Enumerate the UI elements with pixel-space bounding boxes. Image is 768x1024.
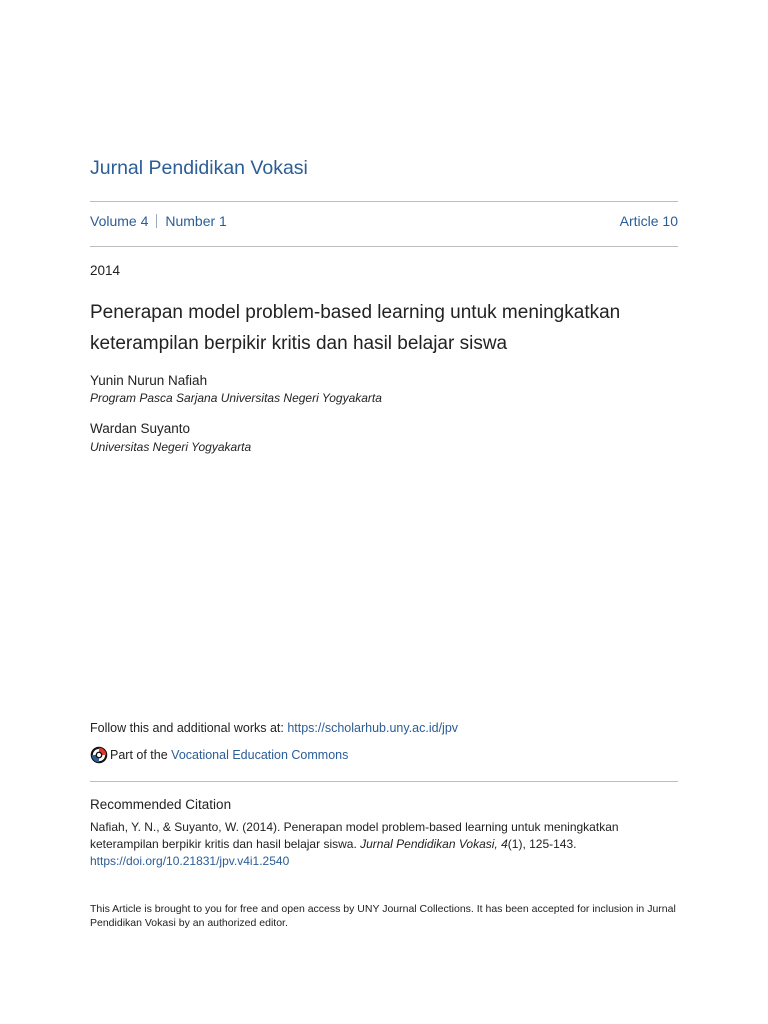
commons-link[interactable]: Vocational Education Commons (171, 748, 349, 762)
issue-bar (90, 213, 678, 233)
article-title-line-1: Penerapan model problem-based learning untuk meningkatkan (90, 302, 621, 323)
cover-page (90, 0, 678, 1024)
middle-divider (90, 246, 678, 247)
volume-link[interactable]: Volume 4 (90, 213, 149, 229)
network-commons-icon (90, 746, 108, 764)
repository-link[interactable]: https://scholarhub.uny.ac.id/jpv (287, 721, 459, 735)
publication-year: 2014 (90, 263, 121, 278)
doi-link[interactable]: https://doi.org/10.21831/jpv.v4i1.2540 (90, 854, 290, 868)
author-affiliation: Program Pasca Sarjana Universitas Negeri Yogyakarta (90, 391, 382, 405)
author-name: Wardan Suyanto (90, 421, 191, 436)
citation-journal: Jurnal Pendidikan Vokasi, 4 (360, 837, 508, 851)
part-of-label: Part of the (110, 748, 168, 762)
follow-line (90, 721, 458, 735)
author-name: Yunin Nurun Nafiah (90, 373, 208, 388)
citation-issue-pages: (1), 125-143. (507, 837, 577, 851)
recommended-citation-heading: Recommended Citation (90, 797, 232, 812)
citation-text (90, 819, 678, 870)
journal-title-link[interactable]: Jurnal Pendidikan Vokasi (90, 157, 308, 179)
article-title (90, 297, 678, 359)
top-divider (90, 201, 678, 202)
commons-line (90, 745, 348, 765)
follow-label: Follow this and additional works at: (90, 721, 288, 735)
citation-authors-title: Nafiah, Y. N., & Suyanto, W. (2014). Penerapan model problem-based learning untuk meningkatkan keterampilan berpikir kritis dan hasil belajar siswa. (90, 820, 619, 851)
article-title-line-2: keterampilan berpikir kritis dan hasil belajar siswa (90, 333, 508, 354)
number-link[interactable]: Number 1 (165, 213, 227, 229)
issue-separator (156, 214, 157, 228)
article-number-link[interactable]: Article 10 (619, 213, 678, 229)
lower-divider (90, 781, 678, 782)
access-notice: This Article is brought to you for free and open access by UNY Journal Collections. It has been accepted for inclusion in Jurnal Pendidikan Vokasi by an authorized editor. (90, 903, 676, 929)
issue-info (90, 213, 227, 229)
author-affiliation: Universitas Negeri Yogyakarta (90, 440, 252, 454)
